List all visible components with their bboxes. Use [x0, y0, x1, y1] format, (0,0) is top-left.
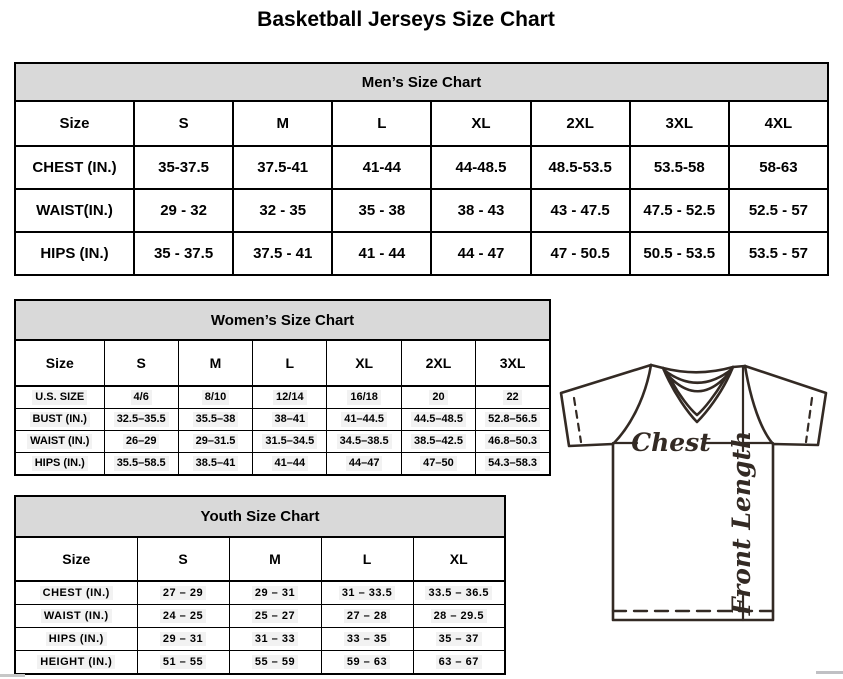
table-row — [15, 628, 505, 651]
value-cell: 33 – 35 — [321, 628, 413, 651]
row-label-cell: CHEST (IN.) — [15, 581, 137, 605]
value-cell: 63 – 67 — [413, 651, 505, 675]
value-cell: 32 - 35 — [233, 189, 332, 232]
value-cell: 34.5–38.5 — [327, 431, 401, 453]
jersey-measurement-diagram — [553, 358, 843, 645]
row-label-cell: HIPS (IN.) — [15, 628, 137, 651]
value-cell: 53.5 - 57 — [729, 232, 828, 275]
jersey-collar-top — [663, 367, 733, 372]
table-header-row — [15, 63, 828, 101]
scrollbar-fragment-left — [0, 674, 25, 677]
size-cell: 2XL — [401, 340, 475, 386]
value-cell: 4/6 — [104, 386, 178, 409]
value-cell: 48.5-53.5 — [531, 146, 630, 189]
value-cell: 25 – 27 — [229, 605, 321, 628]
row-label-cell: WAIST(IN.) — [15, 189, 134, 232]
value-cell: 8/10 — [178, 386, 252, 409]
size-cell: XL — [413, 537, 505, 581]
value-cell: 27 – 29 — [137, 581, 229, 605]
value-cell: 44–47 — [327, 453, 401, 476]
size-cell: 4XL — [729, 101, 828, 146]
row-label-cell: U.S. SIZE — [15, 386, 104, 409]
size-header-cell: Size — [15, 340, 104, 386]
jersey-shoulder-left — [651, 365, 663, 368]
jersey-cuff-dash-right — [806, 398, 812, 442]
value-cell: 31 – 33.5 — [321, 581, 413, 605]
scrollbar-fragment-right — [816, 671, 843, 674]
row-label-cell: HIPS (IN.) — [15, 232, 134, 275]
size-cell: S — [104, 340, 178, 386]
size-cell: S — [134, 101, 233, 146]
row-label-cell: WAIST (IN.) — [15, 431, 104, 453]
size-cell: 3XL — [630, 101, 729, 146]
youth-chart-title: Youth Size Chart — [15, 496, 505, 537]
table-row — [15, 386, 550, 409]
value-cell: 58-63 — [729, 146, 828, 189]
table-row — [15, 651, 505, 675]
value-cell: 52.5 - 57 — [729, 189, 828, 232]
chest-label: Chest — [631, 428, 711, 457]
size-header-cell: Size — [15, 537, 137, 581]
table-row — [15, 146, 828, 189]
mens-size-table — [14, 62, 829, 276]
size-header-cell: Size — [15, 101, 134, 146]
size-cell: XL — [431, 101, 530, 146]
table-row — [15, 453, 550, 476]
value-cell: 44-48.5 — [431, 146, 530, 189]
value-cell: 31.5–34.5 — [253, 431, 327, 453]
value-cell: 35 – 37 — [413, 628, 505, 651]
row-label-cell: BUST (IN.) — [15, 409, 104, 431]
size-cell: M — [229, 537, 321, 581]
value-cell: 26–29 — [104, 431, 178, 453]
size-cell: S — [137, 537, 229, 581]
row-label-cell: WAIST (IN.) — [15, 605, 137, 628]
value-cell: 41-44 — [332, 146, 431, 189]
value-cell: 44 - 47 — [431, 232, 530, 275]
value-cell: 59 – 63 — [321, 651, 413, 675]
value-cell: 41 - 44 — [332, 232, 431, 275]
value-cell: 35.5–38 — [178, 409, 252, 431]
table-row — [15, 605, 505, 628]
value-cell: 51 – 55 — [137, 651, 229, 675]
table-header-row — [15, 300, 550, 340]
womens-size-table — [14, 299, 551, 476]
size-cell: XL — [327, 340, 401, 386]
value-cell: 55 – 59 — [229, 651, 321, 675]
value-cell: 37.5 - 41 — [233, 232, 332, 275]
value-cell: 43 - 47.5 — [531, 189, 630, 232]
value-cell: 38.5–42.5 — [401, 431, 475, 453]
size-cell: 2XL — [531, 101, 630, 146]
value-cell: 29 - 32 — [134, 189, 233, 232]
jersey-outline — [561, 365, 826, 620]
value-cell: 35 - 37.5 — [134, 232, 233, 275]
table-header-row — [15, 496, 505, 537]
value-cell: 29 – 31 — [229, 581, 321, 605]
value-cell: 44.5–48.5 — [401, 409, 475, 431]
row-label-cell: HEIGHT (IN.) — [15, 651, 137, 675]
womens-chart-title: Women’s Size Chart — [15, 300, 550, 340]
value-cell: 47–50 — [401, 453, 475, 476]
value-cell: 33.5 – 36.5 — [413, 581, 505, 605]
table-row — [15, 431, 550, 453]
value-cell: 29–31.5 — [178, 431, 252, 453]
value-cell: 47 - 50.5 — [531, 232, 630, 275]
table-row — [15, 232, 828, 275]
row-label-cell: HIPS (IN.) — [15, 453, 104, 476]
size-cell: M — [178, 340, 252, 386]
value-cell: 35-37.5 — [134, 146, 233, 189]
value-cell: 46.8–50.3 — [476, 431, 550, 453]
table-row — [15, 409, 550, 431]
mens-chart-title: Men’s Size Chart — [15, 63, 828, 101]
size-cell: L — [253, 340, 327, 386]
value-cell: 29 – 31 — [137, 628, 229, 651]
value-cell: 31 – 33 — [229, 628, 321, 651]
jersey-cuff-dash-left — [574, 398, 581, 442]
value-cell: 41–44 — [253, 453, 327, 476]
value-cell: 53.5-58 — [630, 146, 729, 189]
value-cell: 38–41 — [253, 409, 327, 431]
table-row — [15, 340, 550, 386]
size-cell: L — [332, 101, 431, 146]
page-title: Basketball Jerseys Size Chart — [257, 8, 555, 31]
youth-size-table — [14, 495, 506, 675]
value-cell: 20 — [401, 386, 475, 409]
value-cell: 38 - 43 — [431, 189, 530, 232]
value-cell: 50.5 - 53.5 — [630, 232, 729, 275]
table-row — [15, 537, 505, 581]
row-label-cell: CHEST (IN.) — [15, 146, 134, 189]
size-cell: M — [233, 101, 332, 146]
value-cell: 16/18 — [327, 386, 401, 409]
value-cell: 37.5-41 — [233, 146, 332, 189]
value-cell: 54.3–58.3 — [476, 453, 550, 476]
table-row — [15, 581, 505, 605]
value-cell: 32.5–35.5 — [104, 409, 178, 431]
value-cell: 28 – 29.5 — [413, 605, 505, 628]
front-length-label: Front Length — [727, 430, 756, 616]
value-cell: 12/14 — [253, 386, 327, 409]
table-row — [15, 101, 828, 146]
value-cell: 35 - 38 — [332, 189, 431, 232]
value-cell: 52.8–56.5 — [476, 409, 550, 431]
value-cell: 41–44.5 — [327, 409, 401, 431]
value-cell: 38.5–41 — [178, 453, 252, 476]
size-cell: L — [321, 537, 413, 581]
table-row — [15, 189, 828, 232]
value-cell: 27 – 28 — [321, 605, 413, 628]
value-cell: 22 — [476, 386, 550, 409]
value-cell: 35.5–58.5 — [104, 453, 178, 476]
value-cell: 24 – 25 — [137, 605, 229, 628]
value-cell: 47.5 - 52.5 — [630, 189, 729, 232]
size-cell: 3XL — [476, 340, 550, 386]
